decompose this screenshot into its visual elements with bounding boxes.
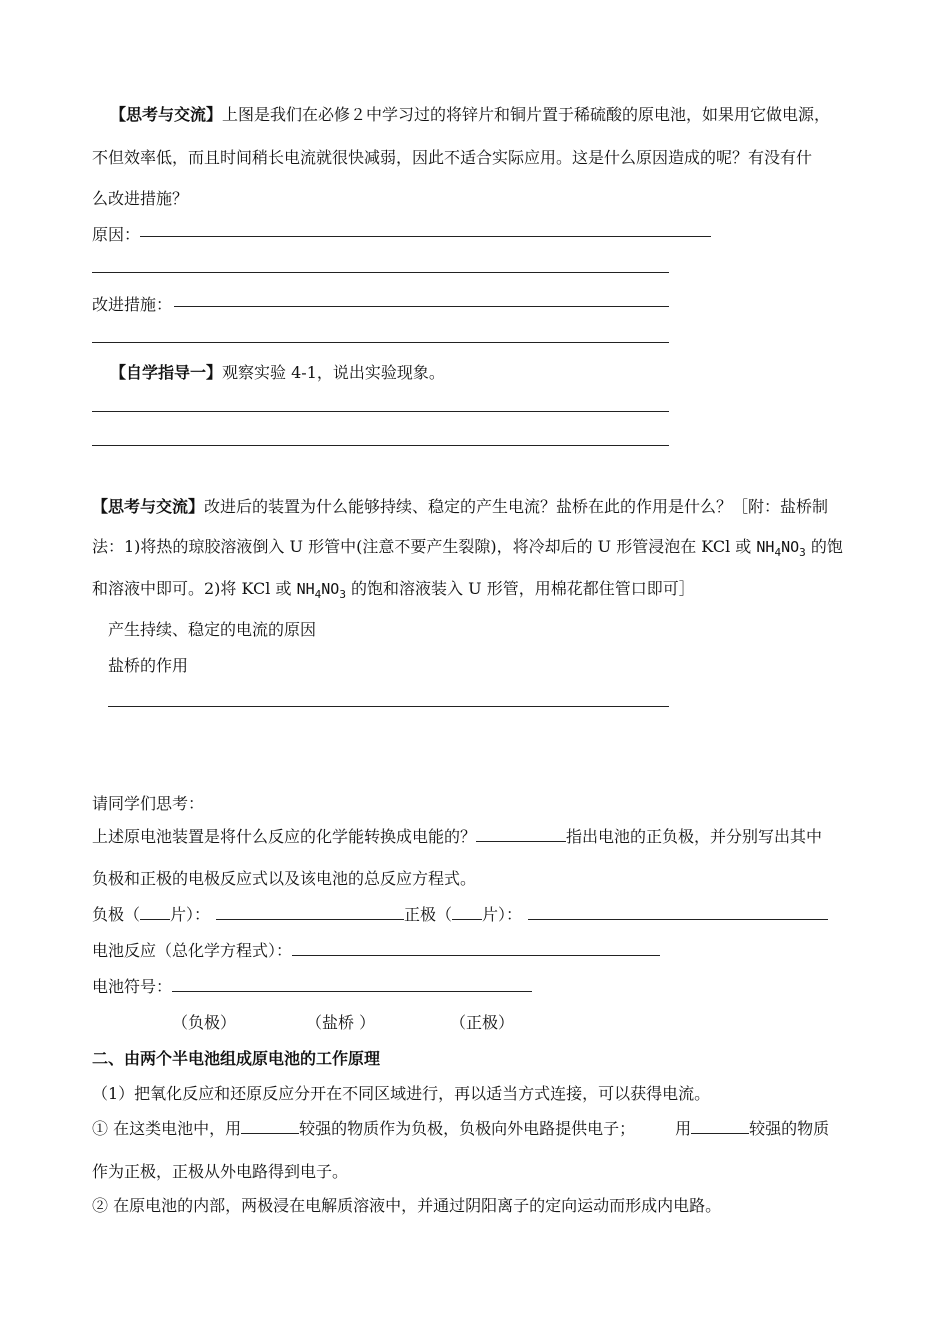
cell-reaction-label: 电池反应（总化学方程式）： [92,941,293,960]
think-exchange-paragraph-1-line-3: 么改进措施？ [92,189,189,208]
question-text: 上述原电池装置是将什么反应的化学能转换成电能的？ [92,827,477,846]
paragraph-text: 的饱 [805,537,843,556]
cell-symbol-positive-caption: （正极） [450,1013,515,1032]
reason-answer-line[interactable] [140,236,711,237]
label-text: 片）： [482,905,523,924]
formula-subscript: 4 [774,546,782,559]
negative-electrode-label: 负极（ [92,905,141,924]
paragraph-text: ① 在这类电池中，用 [92,1119,242,1138]
principle-paragraph-1: （1）把氧化反应和还原反应分开在不同区域进行，再以适当方式连接，可以获得电流。 [92,1084,711,1103]
cell-symbol-salt-bridge-caption: （盐桥 ） [306,1013,376,1032]
improve-label: 改进措施： [92,295,173,314]
cell-symbol-negative-caption: （负极） [172,1013,237,1032]
think-prompt: 请同学们思考： [92,794,205,813]
observation-answer-line-2[interactable] [92,445,669,446]
formula-part: NH [756,538,775,556]
negative-electrode-material-blank[interactable] [140,905,170,920]
observation-answer-line-1[interactable] [92,411,669,412]
self-study-guide-text: 观察实验 4-1，说出实验现象。 [222,363,445,382]
formula-subscript: 3 [339,588,346,601]
formula-nh4no3 [756,538,806,559]
cell-symbol-label: 电池符号： [92,977,173,996]
paragraph-text: 较强的物质作为负极，负极向外电路提供电子； [299,1119,636,1138]
electrode-equations-line [92,902,828,925]
paragraph-text: 和溶液中即可。2)将 KCl 或 [92,579,297,598]
positive-property-blank[interactable] [691,1119,749,1134]
positive-electrode-equation-blank[interactable] [528,905,828,920]
think-exchange-paragraph-2-line-3 [92,576,695,601]
formula-part: NO [321,580,340,598]
formula-nh4no3 [296,580,346,601]
think-exchange-tag-1: 【思考与交流】 [110,105,223,124]
question-line-1 [92,824,822,847]
principle-paragraph-4: ② 在原电池的内部，两极浸在电解质溶液中，并通过阴阳离子的定向运动而形成内电路。 [92,1196,722,1215]
paragraph-text: 改进后的装置为什么能够持续、稳定的产生电流？盐桥在此的作用是什么？［附：盐桥制 [204,497,829,516]
think-exchange-paragraph-2-line-1 [92,494,828,517]
paragraph-text: 较强的物质 [749,1119,830,1138]
reason-answer-line-2[interactable] [92,272,669,273]
steady-current-reason-label: 产生持续、稳定的电流的原因 [108,620,317,639]
principle-paragraph-2 [92,1116,829,1139]
paragraph-text: 用 [675,1119,692,1138]
paragraph-text: 法：1)将热的琼胶溶液倒入 U 形管中(注意不要产生裂隙)，将冷却后的 U 形管浸泡在 KCl 或 [92,537,757,556]
question-line-2: 负极和正极的电极反应式以及该电池的总反应方程式。 [92,869,477,888]
positive-electrode-material-blank[interactable] [452,905,482,920]
formula-subscript: 3 [799,546,806,559]
think-exchange-paragraph-1-line-2: 不但效率低，而且时间稍长电流就很快减弱，因此不适合实际应用。这是什么原因造成的呢？有没有什 [92,148,813,167]
principle-paragraph-3: 作为正极，正极从外电路得到电子。 [92,1162,349,1181]
self-study-guide-line [110,360,445,383]
think-exchange-tag-2: 【思考与交流】 [92,497,205,516]
question-text: 指出电池的正负极，并分别写出其中 [566,827,823,846]
paragraph-text: 上图是我们在必修２中学习过的将锌片和铜片置于稀硫酸的原电池，如果用它做电源， [222,105,831,124]
negative-electrode-equation-blank[interactable] [216,905,404,920]
cell-reaction-blank[interactable] [292,941,660,956]
cell-reaction-line [92,938,660,961]
negative-property-blank[interactable] [241,1119,299,1134]
think-exchange-paragraph-2-line-2 [92,534,843,559]
salt-bridge-role-label: 盐桥的作用 [108,656,189,675]
improve-answer-line[interactable] [174,306,669,307]
think-exchange-paragraph-1-line-1 [110,102,830,125]
improve-answer-line-2[interactable] [92,342,669,343]
reason-label: 原因： [92,225,141,244]
paragraph-text: 的饱和溶液装入 U 形管，用棉花都住管口即可］ [345,579,695,598]
reaction-type-blank[interactable] [476,827,566,842]
salt-bridge-answer-line[interactable] [108,706,669,707]
label-text: 片）： [170,905,211,924]
cell-symbol-blank[interactable] [172,977,532,992]
positive-electrode-label: 正极（ [404,905,453,924]
self-study-guide-tag: 【自学指导一】 [110,363,223,382]
section-heading: 二、由两个半电池组成原电池的工作原理 [92,1049,381,1068]
cell-symbol-line [92,974,532,997]
formula-part: NH [296,580,315,598]
formula-subscript: 4 [314,588,322,601]
formula-part: NO [781,538,800,556]
